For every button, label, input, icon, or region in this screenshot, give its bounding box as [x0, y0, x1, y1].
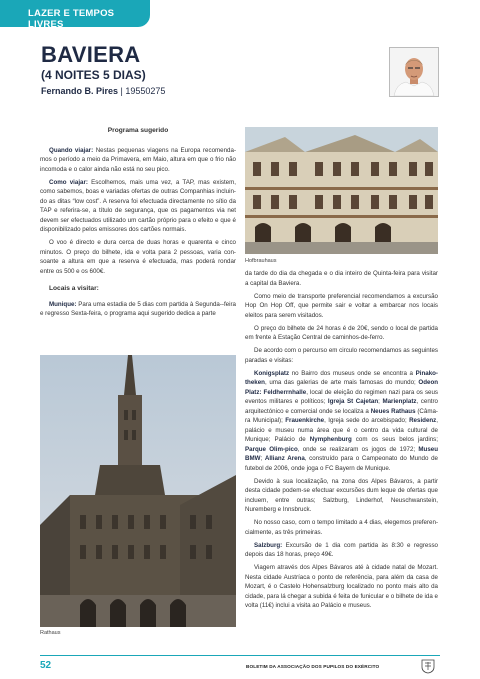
paragraph-r5: Konigsplatz no Bairro dos museus onde se encontra a Pinako-theken, uma das galerias de arte mais famosas do mundo; Odeon Platz: Feldherrnhalle, local de eleição do regimen nazi para os seus eventos militares e políticos; Igreja St Cajetan; Marienplatz, centro arquitectónico e comercial onde se localiza a Neues Rathaus (Câma-ra Municipal); Frauenkirche, Igreja sede do arcebispado; Residenz, palácio e museu numa área que é o centro da vida cultural de Munique; Palácio de Nymphenburg com os seus belos jardins; Parque Olim-pico, onde se realizaram os jogos de 1972; Museu BMW; Allianz Arena, construído para o Campeonato do Mundo de futebol de 2006, onde joga o FC Bayern de Munique. — [245, 369, 439, 472]
article-subtitle: (4 NOITES 5 DIAS) — [41, 68, 146, 82]
label-when: Quando viajar: — [49, 146, 94, 154]
hofbrauhaus-caption: Hofbrauhaus — [245, 258, 277, 264]
article-author — [41, 86, 165, 96]
author-photo — [389, 47, 439, 97]
rathaus-photo — [40, 355, 236, 627]
program-heading: Programa sugerido — [107, 127, 169, 134]
publication-name: BOLETIM DA ASSOCIAÇÃO DOS PUPILOS DO EXÉRCITO — [246, 664, 380, 669]
paragraph-r4: De acordo com o percurso em circulo recomendamos as seguintes paradas e visitas: — [245, 347, 438, 364]
rathaus-caption: Rathaus — [40, 630, 61, 636]
right-column — [245, 269, 438, 614]
author-id: 19550275 — [125, 86, 166, 96]
footer-divider — [40, 655, 440, 656]
hofbrauhaus-photo — [245, 127, 438, 254]
paragraph-r7: No nosso caso, com o tempo limitado a 4 dias, elegemos preferen-cialmente, as três primeiras. — [245, 519, 438, 536]
paragraph-r3: O preço do bilhete de 24 horas é de 20€, sendo o local de partida em frente à Estação Central de caminhos-de-ferro. — [245, 324, 438, 341]
page-number: 52 — [40, 660, 52, 671]
article-title: BAVIERA — [41, 42, 141, 67]
places-heading: Locais a visitar: — [49, 285, 99, 292]
section-tab — [0, 0, 150, 30]
label-how: Como viajar: — [49, 178, 88, 186]
paragraph-munich: Munique: Para uma estadia de 5 dias com partida à Segunda--feira e regresso Sexta-feira, o programa aqui sugerido dedica a parte — [40, 300, 236, 317]
paragraph-how: Como viajar: Escolhemos, mais uma vez, a TAP, mas existem, como sabemos, boas e variadas ofertas de outras Companhias incluin-do as ditas “low cost”. A reserva foi efectuada directamente no sítio da TAP e referira-se, a título de segurança, que os pagamentos via net devem ser efectuados utilizado um cartão próprio para o efeito e que é disponibilizado pelos emissores dos cartões normais. — [40, 178, 237, 233]
left-column — [40, 126, 236, 322]
paragraph-r8: Salzburg: Excursão de 1 dia com partida às 8:30 e regresso depois das 18 horas, preço 49€. — [245, 541, 438, 558]
paragraph-r9: Viagem através dos Alpes Bávaros até à cidade natal de Mozart. Nesta cidade Austríaca o ponto de referência, para além da casa de Mozart, é o Castelo Hohensalzburg localizado no ponto mais alto da cidade, para lá chegar a subida é feita de funicular e o bilhete de ida e volta (11€) inclui a visita ao Palácio e museus. — [245, 564, 438, 609]
label-salzburg: Salzburg: — [254, 541, 283, 549]
paragraph-r1: da tarde do dia da chegada e o dia inteiro de Quinta-feira para visitar a capital da Baviera. — [245, 270, 438, 287]
paragraph-r6: Devido à sua localização, na zona dos Alpes Bávaros, a partir desta cidade podem-se efectuar excursões dum leque de ofertas que incluem, entre outras; Salzburg, Linderhof, Neuschwanstein, Nuremberg e Innsbruck. — [245, 477, 438, 513]
paragraph-flight: O voo é directo e dura cerca de duas horas e quarenta e cinco minutos. O preço do bilhete, ida e volta para 2 pessoas, varia con-soante a altura em que a reserva é efectuada, mas poderá rondar entre os 500 e os 600€. — [40, 239, 236, 275]
section-tab-label: LAZER E TEMPOS LIVRES — [28, 8, 115, 30]
paragraph-when: Quando viajar: Nestas pequenas viagens na Europa recomenda-mos o período a meio da Primavera, em Maio, altura em que o frio não incomoda e o calor ainda não está no seu pico. — [40, 146, 237, 173]
author-separator: | — [118, 86, 126, 96]
author-name: Fernando B. Pires — [41, 86, 119, 96]
association-logo-icon — [420, 658, 436, 674]
paragraph-r2: Como meio de transporte preferencial recomendamos a excursão Hop On Hop Off, que permite sair e voltar a embarcar nos locais eleitos para serem visitados. — [245, 292, 438, 319]
label-munich: Munique: — [49, 300, 77, 308]
